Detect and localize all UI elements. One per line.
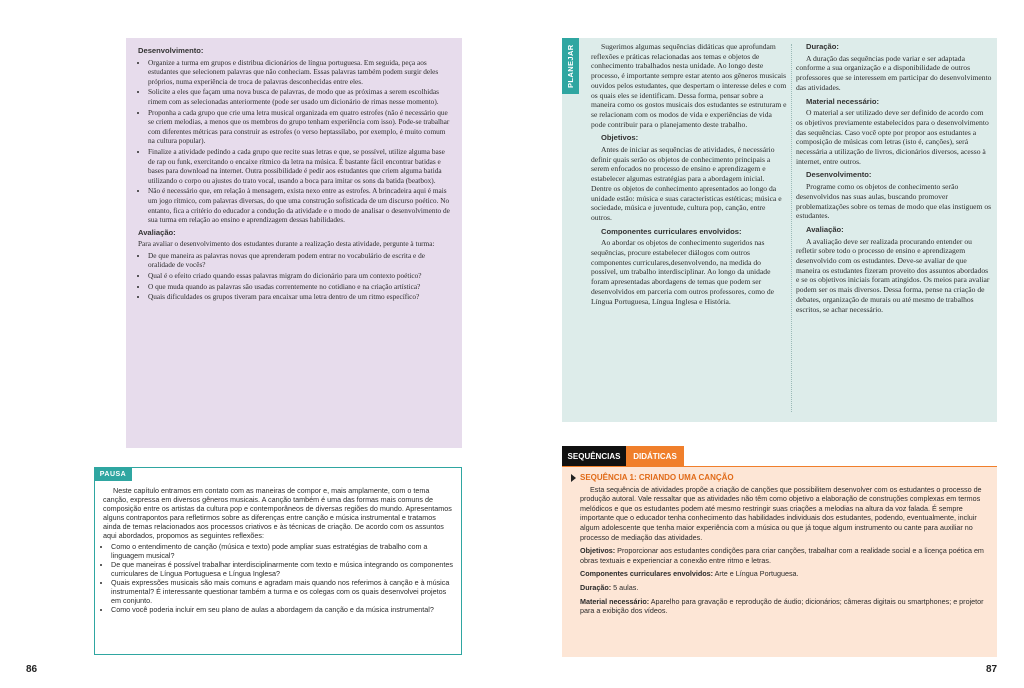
material-heading: Material necessário:: [806, 96, 880, 106]
objectives-text: Antes de iniciar as sequências de atividades, é necessário definir quais serão os objetos de conhecimento principais a serem enfocados no processo de ensino e aprendizagem e estabelecer algumas estratégias para a abordagem inicial. Dentre os objetos de conhecimento apresentados ao longo da unidade estão: música e suas características estéticas; música e sociedade, música e juventude, cultura pop, canção, entre outros.: [591, 145, 782, 222]
development-text: Programe como os objetos de conhecimento serão desenvolvidos nas suas aulas, buscando promover problematizações sobre os temas de modo que elas instiguem os estudantes.: [796, 182, 992, 221]
material-text: Aparelho para gravação e reprodução de áudio; dicionários; câmeras digitais ou smartphones; e projetor para a exibição dos vídeos.: [580, 596, 984, 616]
components-heading: Componentes curriculares envolvidos:: [601, 226, 742, 236]
planejar-tag: PLANEJAR: [562, 38, 579, 94]
didaticas-tag: DIDÁTICAS: [626, 446, 684, 466]
list-item: • Proponha a cada grupo que crie uma letra musical organizada em quatro estrofes (não é necessário que se criem melodias, a menos que os membros do grupo tenham experiência com isso). Pode-se trabalhar com diferentes métricas para construir as estrofes (o verso heptassílabo, por exemplo, é muito comum na cultura popular).: [148, 108, 450, 146]
evaluation-heading: Avaliação:: [138, 227, 176, 237]
components-text: Arte e Língua Portuguesa.: [714, 569, 799, 579]
sequence-material: [580, 597, 987, 616]
list-item: • Quais dificuldades os grupos tiveram para encaixar uma letra dentro de um ritmo específico?: [148, 292, 450, 302]
duration-text: 5 aulas.: [613, 582, 639, 592]
planejar-intro: Sugerimos algumas sequências didáticas que aprofundam reflexões e práticas relacionadas aos temas e objetos de conhecimento trabalhados nesta unidade. Ao longo deste processo, é importante sempre estar atento aos gêneros musicais ouvidos pelos estudantes, que despertam o interesse deles e com os quais eles se identificam. Dessa forma, pensar sobre a maneira como os gostos musicais dos estudantes se estruturam e se relacionam com os modos de vida e experiências de vida pode contribuir para o planejamento deste trabalho.: [591, 42, 787, 129]
page-number-left: 86: [26, 664, 38, 675]
list-item: • Como você poderia incluir em seu plano de aulas a abordagem da canção e da música instrumental?: [111, 605, 453, 614]
list-item: • Finalize a atividade pedindo a cada grupo que recite suas letras e que, se possível, utilize alguma base de rap ou funk, exercitando o encaixe rítmico da letra na música. É bastante fácil encontrar batidas e bases para download na internet. Outra possibilidade é pedir aos estudantes que criem alguma batida utilizando o corpo ou ajustes do trato vocal, usando a boca para imitar os sons da batida (beatbox).: [148, 147, 450, 185]
list-item: • Qual é o efeito criado quando essas palavras migram do dicionário para um contexto poético?: [148, 271, 450, 281]
pausa-tag: PAUSA: [94, 467, 132, 481]
planejar-column-2: [796, 42, 992, 316]
sequence-title: [580, 473, 987, 483]
components-label: Componentes curriculares envolvidos:: [580, 569, 714, 579]
pausa-intro: Neste capítulo entramos em contato com as maneiras de compor e, mais amplamente, com o tema canção, expressa em diversos gêneros musicais. A canção também é uma das formas mais comuns de composição entre os artistas da cultura pop e contemporâneos de diversas regiões do mundo. Apresentamos alguns contrapontos para refletirmos sobre as diferenças entre canção e música instrumental e tratamos ainda de temas relacionados aos processos criativos e às técnicas de criação. De acordo com os assuntos aqui abordados, propomos as seguintes reflexões:: [103, 486, 452, 541]
list-item: • Como o entendimento de canção (música e texto) pode ampliar suas estratégias de trabalho com a linguagem musical?: [111, 542, 453, 560]
objectives-heading: Objetivos:: [601, 133, 639, 143]
evaluation-heading: Avaliação:: [806, 224, 844, 234]
list-item: • De que maneira as palavras novas que aprenderam podem entrar no vocabulário de escrita e de oralidade de vocês?: [148, 251, 450, 270]
sequencias-tag: SEQUÊNCIAS: [562, 446, 626, 466]
material-text: O material a ser utilizado deve ser definido de acordo com os objetivos previamente estabelecidos para o desenvolvimento das sequências. Caso você opte por propor aos estudantes a composição de músicas com letras (isto é, canções), será necessária a utilização de livros, dicionários diversos, acesso à internet, entre outros.: [796, 108, 989, 166]
pausa-box: [94, 467, 462, 655]
duration-heading: Duração:: [806, 42, 839, 51]
sequence-intro: Esta sequência de atividades propõe a criação de canções que possibilitem desenvolver com os estudantes o processo de produção autoral. Vale ressaltar que as atividades não têm como objetivo a elaboração de construções complexas em termos melódicos e que os estudantes podem até mesmo restringir suas criações a melodias na altura da voz falada. É sempre importante que o educador tenha conhecimento das habilidades individuais dos estudantes, podendo, eventualmente, incluir algum adolescente que tenha maior experiência com a música ou que já toque algum instrumento ou cante para auxiliar no processo de mediação das atividades.: [580, 484, 982, 542]
development-heading: Desenvolvimento:: [806, 170, 872, 180]
sequence-objectives: [580, 546, 987, 565]
evaluation-list: [138, 251, 450, 302]
development-list: [138, 58, 450, 225]
triangle-icon: [571, 474, 576, 482]
planejar-column-1: [591, 42, 787, 308]
objectives-text: Proporcionar aos estudantes condições para criar canções, trabalhar com a realidade social e a licença poética em obras textuais e experienciar a conexão entre ritmo e letras.: [580, 546, 984, 565]
list-item: • Não é necessário que, em relação à mensagem, exista nexo entre as estrofes. A brincadeira aqui é mais um jogo rítmico, com palavras diversas, do que uma construção sofisticada de um discurso poético. No entanto, fica a critério do educador a condução da atividade e o modo de analisar o desenvolvimento de sua turma em relação ao ensino e aprendizagem dessas habilidades.: [148, 186, 450, 224]
material-label: Material necessário:: [580, 596, 650, 606]
development-heading: Desenvolvimento:: [138, 46, 204, 55]
duration-label: Duração:: [580, 582, 612, 592]
evaluation-text: A avaliação deve ser realizada procurando entender ou refletir sobre todo o processo de ensino e aprendizagem desenvolvido com os estudantes. Deve-se avaliar de que maneira os estudantes fizeram proveito dos assuntos abordados e se os objetivos iniciais foram atingidos. Os meios para avaliar podem ser os mais diversos. Dessa forma, pense na criação de debates, organização de murais ou até mesmo de trabalhos escritos, se achar necessário.: [796, 236, 990, 314]
page-number-right: 87: [986, 664, 998, 675]
evaluation-intro: Para avaliar o desenvolvimento dos estudantes durante a realização desta atividade, pergunte à turma:: [138, 239, 435, 249]
duration-text: A duração das sequências pode variar e ser adaptada conforme a sua organização e a disponibilidade de outros professores que se interessem em participar do desenvolvimento das atividades.: [796, 53, 992, 92]
list-item: • Organize a turma em grupos e distribua dicionários de língua portuguesa. Em seguida, peça aos estudantes que selecionem palavras que não conheciam. Essas palavras também podem surgir deles próprios, numa experiência de troca de palavras desconhecidas entre eles.: [148, 58, 450, 87]
sequence-box: [562, 467, 997, 657]
development-box: [126, 38, 462, 448]
components-text: Ao abordar os objetos de conhecimento sugeridos nas sequências, procure estabelecer diálogos com outros componentes curriculares,desenvolvendo, na medida do possível, um trabalho interdisciplinar. Ao longo da unidade foram apresentadas abordagens de temas que podem ser desenvolvidos em parceria com outros professores, como de Língua Portuguesa, Língua Inglesa e História.: [591, 238, 775, 306]
column-divider: [791, 44, 792, 412]
sequence-title-text: SEQUÊNCIA 1: CRIANDO UMA CANÇÃO: [580, 473, 734, 482]
pausa-list: [103, 542, 453, 615]
list-item: • Quais expressões musicais são mais comuns e agradam mais quando nos referimos à canção e à música instrumental? É interessante questionar também a turma e os colegas com os quais desenvolvei projetos em conjunto.: [111, 578, 453, 605]
sequence-duration: [580, 583, 987, 593]
list-item: • Solicite a eles que façam uma nova busca de palavras, de modo que as próximas a serem escolhidas rimem com as selecionadas anteriormente (pode ser usado um dicionário de rimas nesse momento).: [148, 87, 450, 106]
list-item: • O que muda quando as palavras são usadas correntemente no cotidiano e na criação artística?: [148, 282, 450, 292]
list-item: • De que maneiras é possível trabalhar interdisciplinarmente com texto e música integrando os componentes curriculares de Língua Portuguesa e Língua Inglesa?: [111, 560, 453, 578]
sequence-components: [580, 569, 987, 579]
objectives-label: Objetivos:: [580, 546, 616, 556]
